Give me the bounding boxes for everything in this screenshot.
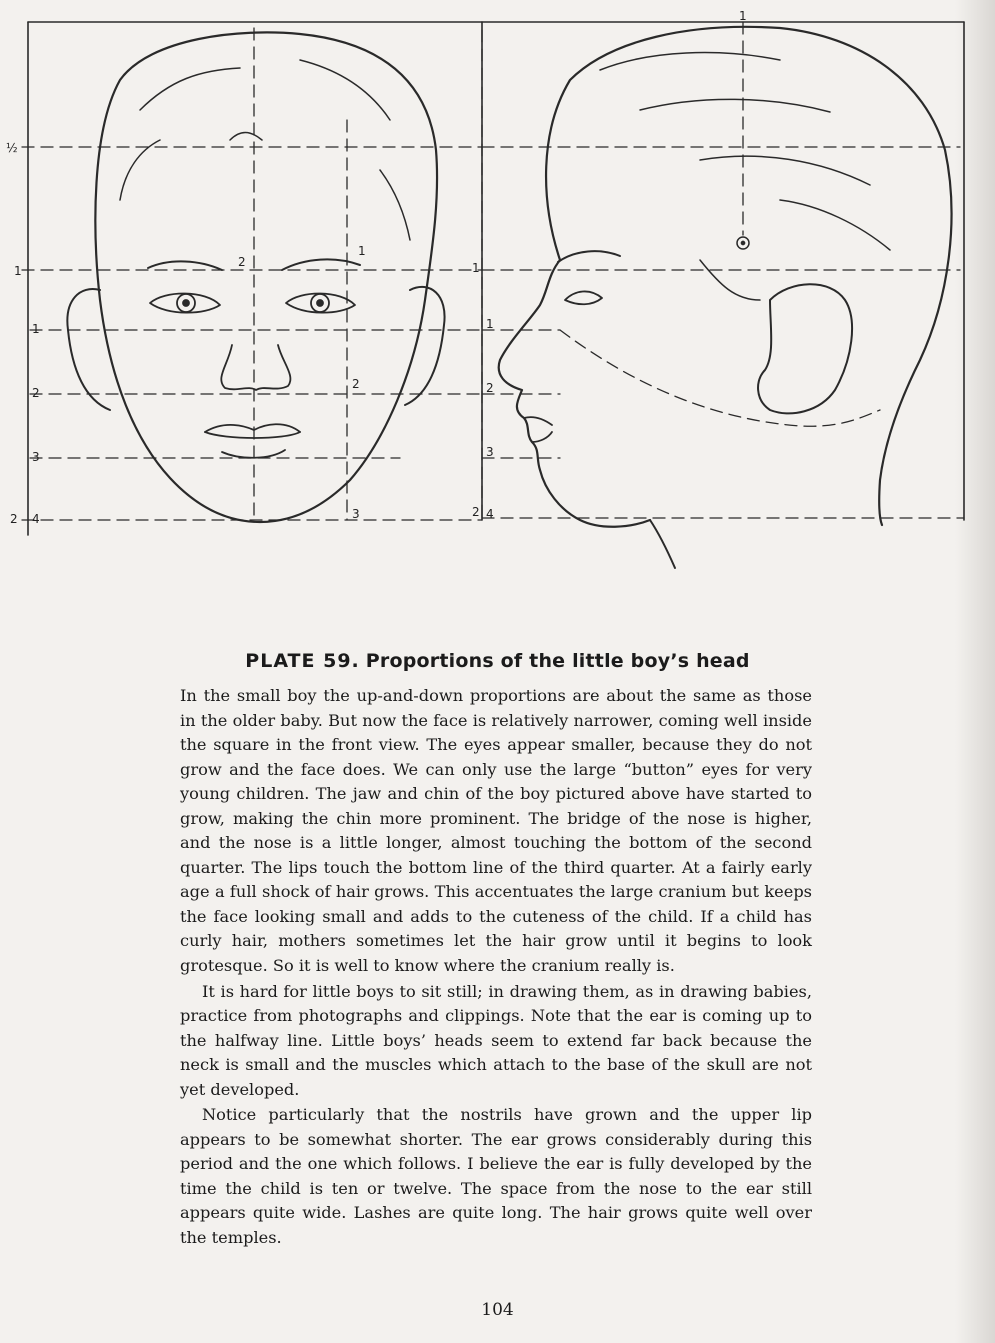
front-label-center-2: 2 [238,255,246,269]
front-label-row1: 1 [14,264,22,278]
front-label-left-bottom: 2 [10,512,18,526]
side-head-outline [546,27,951,525]
front-guide-lines [22,28,482,520]
front-nose [221,345,290,390]
side-neck-line [650,520,675,568]
body-text [180,684,812,1251]
paragraph: Notice particularly that the nostrils have grown and the upper lip appears to be somewhat shorter. The ear grows considerably during this period and the one which follows. I believe the ear is fully developed by the time the child is ten or twelve. The space from the nose to the ear still appears quite wide. Lashes are quite long. The hair grows quite well over the temples. [180,1105,812,1248]
plate-caption [0,650,995,672]
side-face-profile [499,260,650,527]
side-eye [565,291,602,304]
front-label-row3: 3 [32,450,40,464]
plate-illustration [0,0,995,600]
front-view-drawing [6,22,482,535]
side-label-row1: 1 [472,261,480,275]
side-view-drawing [472,9,964,568]
plate-number: PLATE 59. [245,650,360,672]
side-label-quarter1: 1 [486,317,494,331]
front-label-top-left: ½ [6,141,18,155]
side-label-quarter2: 2 [486,381,494,395]
side-hair-strokes [600,53,890,300]
front-right-brow [282,259,360,270]
paragraph: It is hard for little boys to sit still; in drawing them, as in drawing babies, practice from photographs and clippings. Note that the ear is coming up to the halfway line. Little boys’ heads seem to extend far back because the neck is small and the muscles which attach to the base of the skull are not yet developed. [180,981,812,1099]
front-label-quarter4: 4 [32,512,40,526]
side-label-quarter4: 4 [486,507,494,521]
front-hair-strokes [120,60,410,240]
plate-title: Proportions of the little boy’s head [365,650,750,672]
front-left-ear [67,289,110,410]
front-label-right-3: 3 [352,507,360,521]
side-label-quarter3: 3 [486,445,494,459]
front-head-outline [95,32,437,522]
front-label-row2: 2 [32,386,40,400]
front-left-brow [148,261,222,270]
front-label-quarter1: 1 [32,322,40,336]
front-label-right-2: 2 [352,377,360,391]
front-mouth [205,424,300,458]
side-ear [758,284,852,413]
side-label-top: 1 [739,9,747,23]
front-label-right-1: 1 [358,244,366,258]
front-right-eye [286,293,355,312]
side-center-marker [737,237,749,249]
front-left-eye [150,293,220,312]
page-number: 104 [481,1300,514,1320]
side-label-bottom-2: 2 [472,505,480,519]
side-brow [558,251,620,262]
paragraph: In the small boy the up-and-down proportions are about the same as those in the older baby. But now the face is relatively narrower, coming well inside the square in the front view. The eyes appear smaller, because they do not grow and the face does. We can only use the large “button” eyes for very young children. The jaw and chin of the boy pictured above have started to grow, making the chin more prominent. The bridge of the nose is higher, and the nose is a little longer, almost touching the bottom of the second quarter. The lips touch the bottom line of the third quarter. At a fairly early age a full shock of hair grows. This accentuates the large cranium but keeps the face looking small and adds to the cuteness of the child. If a child has curly hair, mothers sometimes let the hair grow until it begins to look grotesque. So it is well to know where the cranium really is. [180,686,812,976]
